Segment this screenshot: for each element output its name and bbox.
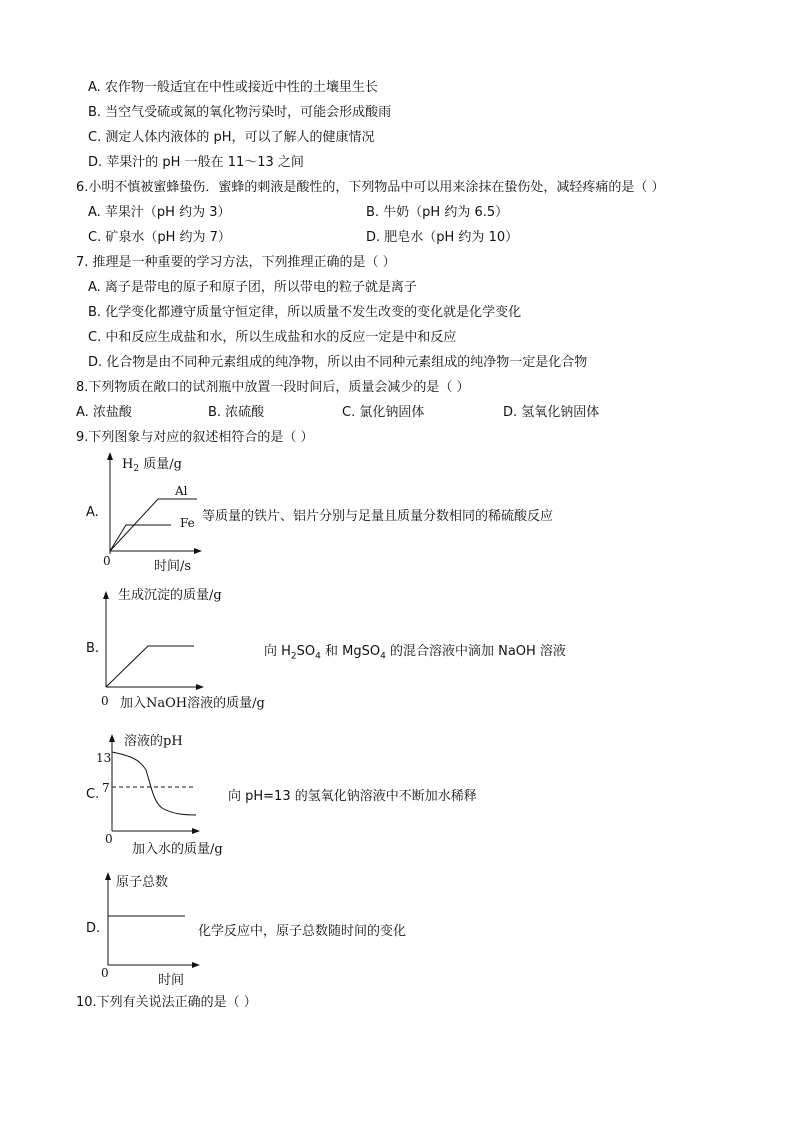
q9-a-xlabel: 时间/s xyxy=(154,559,192,574)
q7-option-b: B. 化学变化都遵守质量守恒定律，所以质量不发生改变的变化就是化学变化 xyxy=(88,305,522,320)
q9-d-xlabel: 时间 xyxy=(158,973,185,988)
q9-stem: 9.下列图象与对应的叙述相符合的是（ ） xyxy=(76,430,314,445)
q9-b-letter: B. xyxy=(86,641,100,656)
q9-b-ylabel: 生成沉淀的质量/g xyxy=(118,588,222,603)
y-axis-arrow xyxy=(105,872,111,880)
q8-option-a: A. 浓盐酸 xyxy=(76,405,132,420)
q7-option-d: D. 化合物是由不同种元素组成的纯净物，所以由不同种元素组成的纯净物一定是化合物 xyxy=(88,355,588,370)
q9-c-letter: C. xyxy=(86,787,100,802)
q9-a-ylabel: $H_2$ 质量/g xyxy=(122,457,182,474)
q9-a-letter: A. xyxy=(86,505,99,520)
y-axis-arrow xyxy=(109,734,115,742)
q8-option-c: C. 氯化钠固体 xyxy=(342,405,425,420)
q8-option-d: D. 氢氧化钠固体 xyxy=(503,405,600,420)
q9-d-description: 化学反应中，原子总数随时间的变化 xyxy=(198,924,407,939)
q8-option-b: B. 浓硫酸 xyxy=(208,405,265,420)
q5-option-d: D. 苹果汁的 pH 一般在 11～13 之间 xyxy=(88,155,304,170)
q9-d-graph xyxy=(96,866,206,991)
fe-curve xyxy=(110,525,171,551)
q9-d-ylabel: 原子总数 xyxy=(116,875,169,890)
q6-option-b: B. 牛奶（pH 约为 6.5） xyxy=(366,205,509,220)
q9-b-origin: 0 xyxy=(101,694,109,708)
x-axis-arrow xyxy=(196,684,204,690)
q9-d-origin: 0 xyxy=(101,966,109,980)
q10-stem: 10.下列有关说法正确的是（ ） xyxy=(76,995,257,1010)
q7-option-a: A. 离子是带电的原子和原子团，所以带电的粒子就是离子 xyxy=(88,280,417,295)
q9-a-origin: 0 xyxy=(103,554,111,568)
q9-b-description: 向 $H_2SO_4$ 和 MgSO$_4$ 的混合溶液中滴加 NaOH 溶液 xyxy=(264,644,566,662)
q9-c-tick-13: 13 xyxy=(96,751,112,765)
q9-c-ylabel: 溶液的pH xyxy=(124,734,183,749)
x-axis-arrow xyxy=(192,962,200,968)
q6-option-d: D. 肥皂水（pH 约为 10） xyxy=(366,230,519,245)
q9-a-series-fe: Fe xyxy=(180,516,195,530)
q5-option-b: B. 当空气受硫或氮的氧化物污染时，可能会形成酸雨 xyxy=(88,105,392,120)
y-axis-arrow xyxy=(103,591,109,599)
x-axis-arrow xyxy=(194,548,202,554)
q8-stem: 8.下列物质在敞口的试剂瓶中放置一段时间后，质量会减少的是（ ） xyxy=(76,380,470,395)
q9-c-origin: 0 xyxy=(105,832,113,846)
x-axis-arrow xyxy=(192,828,200,834)
q9-b-xlabel: 加入NaOH溶液的质量/g xyxy=(120,696,265,711)
q9-c-graph xyxy=(96,730,246,860)
q6-option-a: A. 苹果汁（pH 约为 3） xyxy=(88,205,231,220)
ph-curve xyxy=(112,752,196,815)
q5-option-a: A. 农作物一般适宜在中性或接近中性的土壤里生长 xyxy=(88,80,378,95)
q9-c-xlabel: 加入水的质量/g xyxy=(132,842,223,857)
q9-d-letter: D. xyxy=(86,921,101,936)
q7-stem: 7. 推理是一种重要的学习方法，下列推理正确的是（ ） xyxy=(76,255,396,270)
q6-stem: 6.小明不慎被蜜蜂蛰伤．蜜蜂的刺液是酸性的，下列物品中可以用来涂抹在蛰伤处，减轻疼痛的是（ ） xyxy=(76,180,665,195)
q7-option-c: C. 中和反应生成盐和水，所以生成盐和水的反应一定是中和反应 xyxy=(88,330,457,345)
q9-b-graph xyxy=(96,583,276,713)
q9-a-graph xyxy=(96,450,216,580)
q6-option-c: C. 矿泉水（pH 约为 7） xyxy=(88,230,231,245)
y-axis-arrow xyxy=(107,452,113,460)
q9-a-description: 等质量的铁片、铝片分别与足量且质量分数相同的稀硫酸反应 xyxy=(202,509,554,524)
q5-option-c: C. 测定人体内液体的 pH，可以了解人的健康情况 xyxy=(88,130,375,145)
q9-a-series-al: Al xyxy=(175,484,188,498)
q9-c-description: 向 pH=13 的氢氧化钠溶液中不断加水稀释 xyxy=(228,789,477,804)
precipitate-curve xyxy=(106,646,194,687)
q9-c-tick-7: 7 xyxy=(102,781,110,795)
